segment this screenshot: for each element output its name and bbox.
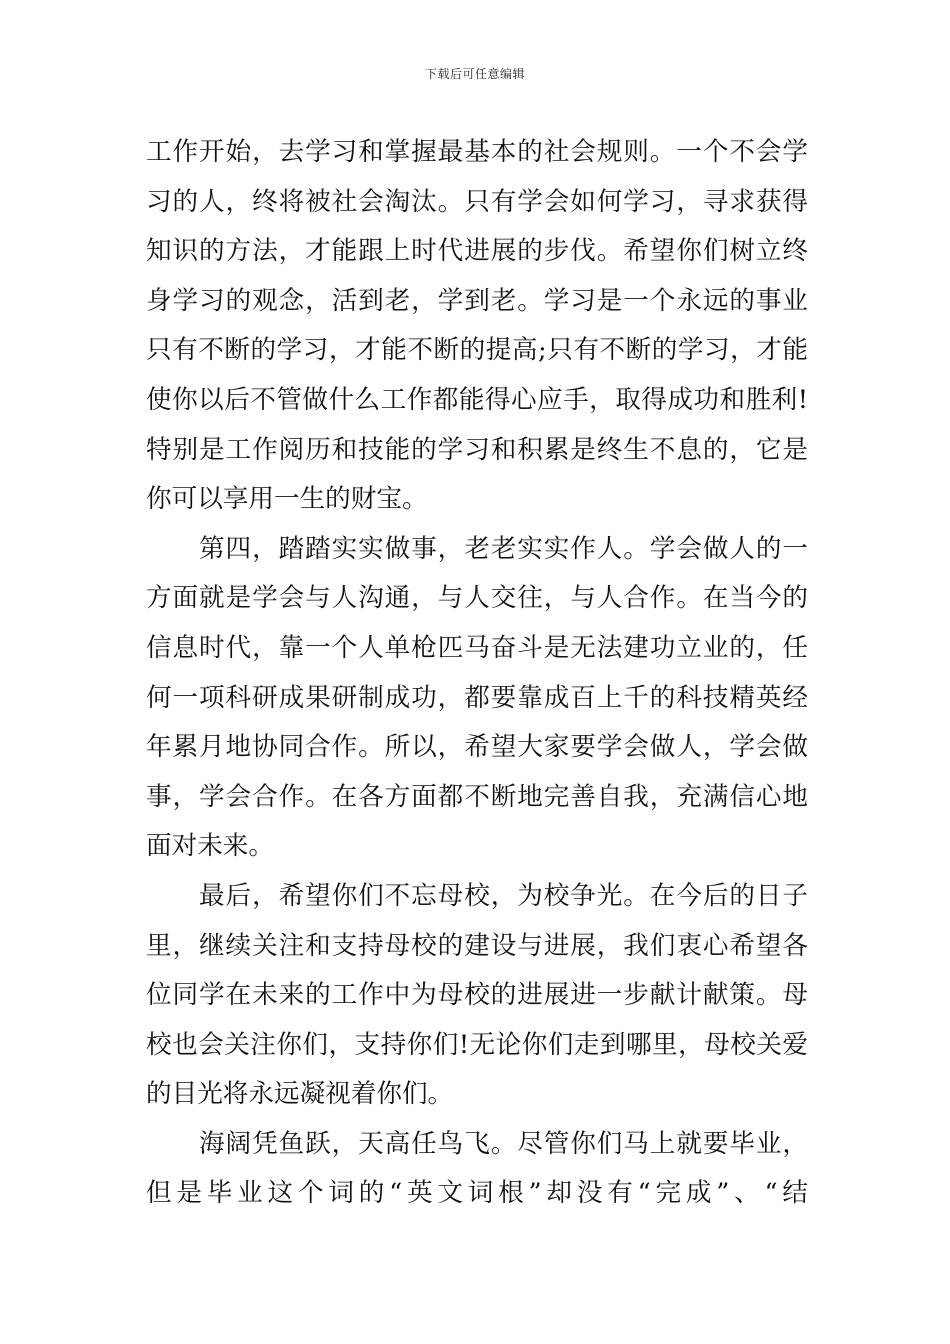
text-line: 校也会关注你们，支持你们!无论你们走到哪里，母校关爱 [146,1029,808,1060]
text-line: 面对未来。 [146,831,274,862]
text-line: 只有不断的学习，才能不断的提高;只有不断的学习，才能 [146,335,808,366]
text-line: 方面就是学会与人沟通，与人交往，与人合作。在当今的 [146,583,808,614]
text-line: 信息时代，靠一个人单枪匹马奋斗是无法建功立业的，任 [146,632,808,663]
text-line: 位同学在未来的工作中为母校的进展进一步献计献策。母 [146,980,808,1011]
text-line: 工作开始，去学习和掌握最基本的社会规则。一个不会学 [146,137,808,167]
text-line: 里，继续关注和支持母校的建设与进展，我们衷心希望各 [146,930,808,961]
text-line: 身学习的观念，活到老，学到老。学习是一个永远的事业 [146,285,808,316]
text-line: 特别是工作阅历和技能的学习和积累是终生不息的，它是 [146,434,808,465]
text-line: 海阔凭鱼跃，天高任鸟飞。尽管你们马上就要毕业， [146,1128,808,1159]
text-line: 最后，希望你们不忘母校，为校争光。在今后的日子 [146,880,808,911]
text-line: 年累月地协同合作。所以，希望大家要学会做人，学会做 [146,732,808,763]
text-line: 知识的方法，才能跟上时代进展的步伐。希望你们树立终 [146,236,808,267]
text-line: 习的人，终将被社会淘汰。只有学会如何学习，寻求获得 [146,186,808,217]
document-body [146,128,808,1219]
text-line: 第四，踏踏实实做事，老老实实作人。学会做人的一 [146,533,808,564]
text-line: 你可以享用一生的财宝。 [146,484,428,515]
text-line: 的目光将永远凝视着你们。 [146,1079,454,1110]
text-line: 使你以后不管做什么工作都能得心应手，取得成功和胜利! [146,384,808,415]
text-line: 事，学会合作。在各方面都不断地完善自我，充满信心地 [146,781,808,812]
page-header: 下载后可任意编辑 [424,67,525,81]
text-line: 但是毕业这个词的“英文词根”却没有“完成”、“结 [146,1178,808,1209]
text-line: 何一项科研成果研制成功，都要靠成百上千的科技精英经 [146,682,808,713]
